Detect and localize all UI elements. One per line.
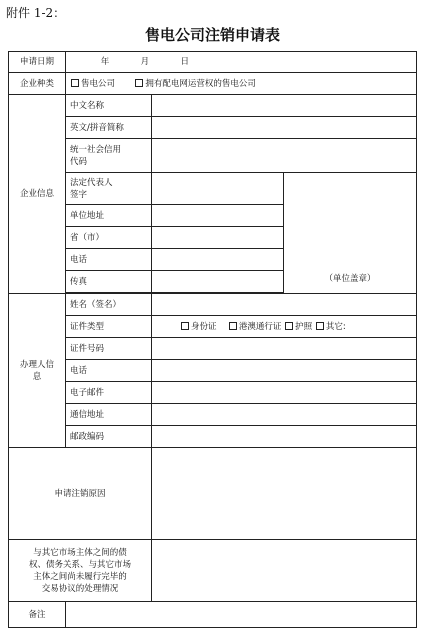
- option-retail-company: 售电公司: [81, 78, 116, 89]
- remark-field[interactable]: [66, 602, 417, 628]
- handler-phone-field[interactable]: [152, 360, 417, 382]
- mail-address-field[interactable]: [152, 404, 417, 426]
- company-seal-label: （单位盖章）: [324, 274, 376, 284]
- relations-handling-field[interactable]: [152, 540, 417, 602]
- email-field[interactable]: [152, 382, 417, 404]
- cancel-reason-field[interactable]: [152, 448, 417, 540]
- handler-name-field[interactable]: [152, 294, 417, 316]
- apply-date-field[interactable]: [66, 52, 417, 73]
- cn-name-label: 中文名称: [66, 95, 152, 117]
- id-number-field[interactable]: [152, 338, 417, 360]
- mail-address-label: 通信地址: [66, 404, 152, 426]
- postcode-label: 邮政编码: [66, 426, 152, 448]
- province-label: 省（市）: [66, 227, 152, 249]
- id-type-label: 证件类型: [66, 316, 152, 338]
- checkbox-retail-company[interactable]: [71, 79, 79, 87]
- application-form-table: [8, 51, 417, 628]
- checkbox-distribution-retail-company[interactable]: [135, 79, 143, 87]
- company-type-label: 企业种类: [9, 73, 66, 95]
- address-field[interactable]: [152, 205, 284, 227]
- company-phone-field[interactable]: [152, 249, 284, 271]
- en-name-field[interactable]: [152, 117, 417, 139]
- year-label: 年: [100, 57, 110, 67]
- form-title: 售电公司注销申请表: [144, 26, 280, 44]
- apply-date-label: 申请日期: [9, 52, 66, 73]
- id-type-options: [152, 316, 417, 338]
- province-field[interactable]: [152, 227, 284, 249]
- credit-code-field[interactable]: [152, 139, 417, 173]
- company-info-label: 企业信息: [9, 95, 66, 294]
- cn-name-field[interactable]: [152, 95, 417, 117]
- handler-info-label: 办理人信 息: [9, 294, 66, 448]
- address-label: 单位地址: [66, 205, 152, 227]
- attachment-number: 附件 1-2：: [6, 6, 66, 20]
- handler-phone-label: 电话: [66, 360, 152, 382]
- company-phone-label: 电话: [66, 249, 152, 271]
- checkbox-passport[interactable]: [285, 322, 293, 330]
- email-label: 电子邮件: [66, 382, 152, 404]
- remark-label: 备注: [9, 602, 66, 628]
- checkbox-other[interactable]: [316, 322, 324, 330]
- legal-rep-label: 法定代表人 签字: [66, 173, 152, 205]
- row-company-type: [9, 73, 417, 95]
- row-apply-date: [9, 52, 417, 73]
- option-id-card: 身份证: [191, 321, 217, 332]
- option-other: 其它:: [325, 321, 346, 332]
- day-label: 日: [180, 57, 190, 67]
- company-type-options: [66, 73, 417, 95]
- checkbox-hk-macau-permit[interactable]: [229, 322, 237, 330]
- cancel-reason-label: 申请注销原因: [9, 448, 152, 540]
- company-seal-area[interactable]: [284, 173, 417, 294]
- option-distribution-retail-company: 拥有配电网运营权的售电公司: [145, 78, 256, 89]
- fax-label: 传真: [66, 271, 152, 293]
- month-label: 月: [140, 57, 150, 67]
- checkbox-id-card[interactable]: [181, 322, 189, 330]
- fax-field[interactable]: [152, 271, 284, 293]
- relations-handling-label: 与其它市场主体之间的债 权、债务关系、与其它市场 主体之间尚未履行完毕的 交易协议的处理情况: [9, 540, 152, 602]
- handler-name-label: 姓名（签名）: [66, 294, 152, 316]
- en-name-label: 英文/拼音简称: [66, 117, 152, 139]
- legal-rep-signature-field[interactable]: [152, 173, 284, 205]
- option-passport: 护照: [295, 321, 313, 332]
- id-number-label: 证件号码: [66, 338, 152, 360]
- credit-code-label: 统一社会信用 代码: [66, 139, 152, 173]
- postcode-field[interactable]: [152, 426, 417, 448]
- option-hk-macau-permit: 港澳通行证: [238, 321, 282, 332]
